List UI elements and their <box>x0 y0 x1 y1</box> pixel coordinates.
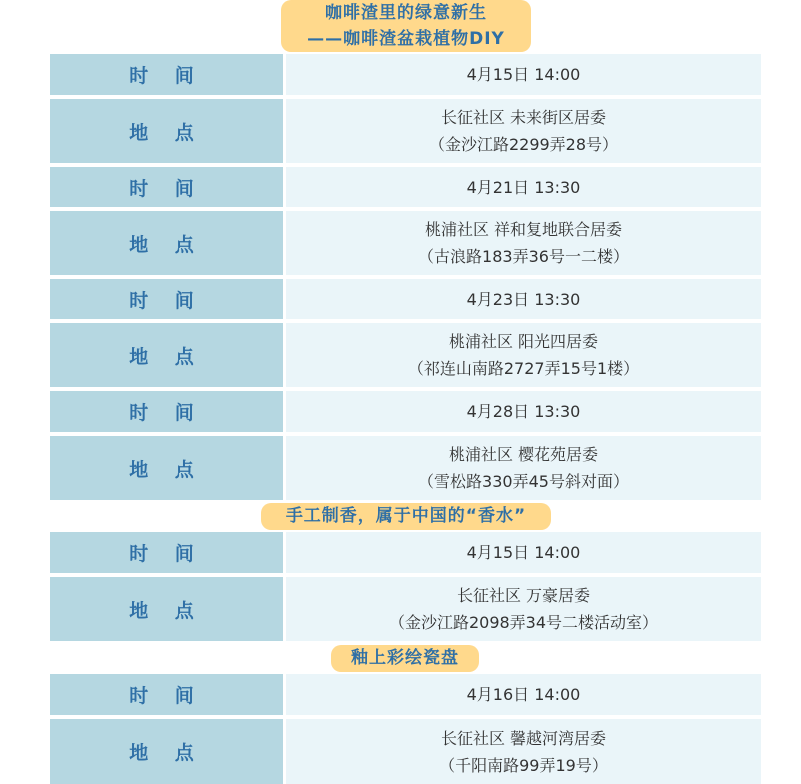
location-address: （千阳南路99弄19号） <box>439 755 608 775</box>
location-label: 地 点 <box>50 211 283 275</box>
location-name: 桃浦社区 祥和复地联合居委 <box>424 220 623 239</box>
time-label: 时 间 <box>50 674 283 715</box>
location-name: 长征社区 未来街区居委 <box>440 108 607 127</box>
location-label: 地 点 <box>50 719 283 784</box>
location-label: 地 点 <box>50 577 283 641</box>
schedule-row-time <box>50 279 761 319</box>
section-2-title <box>261 503 551 530</box>
location-address: （雪松路330弄45号斜对面） <box>418 472 629 491</box>
location-name: 长征社区 馨越河湾居委 <box>440 728 607 748</box>
schedule-row-location <box>50 577 761 641</box>
schedule-row-location <box>50 99 761 163</box>
time-text: 4月28日 13:30 <box>466 402 581 421</box>
section-3-title-line-1: 釉上彩绘瓷盘 <box>351 648 459 668</box>
schedule-row-time <box>50 674 761 715</box>
section-1-title <box>281 0 531 52</box>
time-label: 时 间 <box>50 279 283 319</box>
location-address: （金沙江路2098弄34号二楼活动室） <box>388 613 659 632</box>
section-1-title-line-1: 咖啡渣里的绿意新生 <box>325 3 487 23</box>
location-address: （金沙江路2299弄28号） <box>428 135 619 154</box>
time-value <box>286 674 761 715</box>
time-label: 时 间 <box>50 167 283 207</box>
time-text: 4月21日 13:30 <box>466 177 581 197</box>
schedule-row-location <box>50 436 761 500</box>
location-value <box>286 436 761 500</box>
schedule-row-time <box>50 54 761 95</box>
location-name: 桃浦社区 阳光四居委 <box>448 332 599 351</box>
time-value <box>286 167 761 207</box>
time-text: 4月15日 14:00 <box>466 543 581 562</box>
location-value <box>286 719 761 784</box>
location-value <box>286 323 761 387</box>
time-label: 时 间 <box>50 532 283 573</box>
location-address: （古浪路183弄36号一二楼） <box>418 247 629 266</box>
section-3-title <box>331 645 479 672</box>
schedule-row-location <box>50 719 761 784</box>
location-label: 地 点 <box>50 323 283 387</box>
schedule-row-location <box>50 211 761 275</box>
time-value <box>286 54 761 95</box>
time-label: 时 间 <box>50 391 283 432</box>
time-value <box>286 279 761 319</box>
time-label: 时 间 <box>50 54 283 95</box>
location-value <box>286 577 761 641</box>
schedule-row-location <box>50 323 761 387</box>
location-name: 桃浦社区 樱花苑居委 <box>448 445 599 464</box>
section-1-title-line-2: ——咖啡渣盆栽植物DIY <box>307 29 505 49</box>
location-label: 地 点 <box>50 99 283 163</box>
section-2-title-line-1: 手工制香，属于中国的“香水” <box>285 506 527 526</box>
time-text: 4月15日 14:00 <box>466 65 581 84</box>
time-text: 4月16日 14:00 <box>466 685 581 704</box>
location-value <box>286 99 761 163</box>
location-name: 长征社区 万豪居委 <box>456 586 591 605</box>
location-address: （祁连山南路2727弄15号1楼） <box>407 359 640 378</box>
schedule-row-time <box>50 532 761 573</box>
location-value <box>286 211 761 275</box>
schedule-row-time <box>50 391 761 432</box>
schedule-row-time <box>50 167 761 207</box>
time-text: 4月23日 13:30 <box>466 289 581 309</box>
time-value <box>286 391 761 432</box>
location-label: 地 点 <box>50 436 283 500</box>
time-value <box>286 532 761 573</box>
